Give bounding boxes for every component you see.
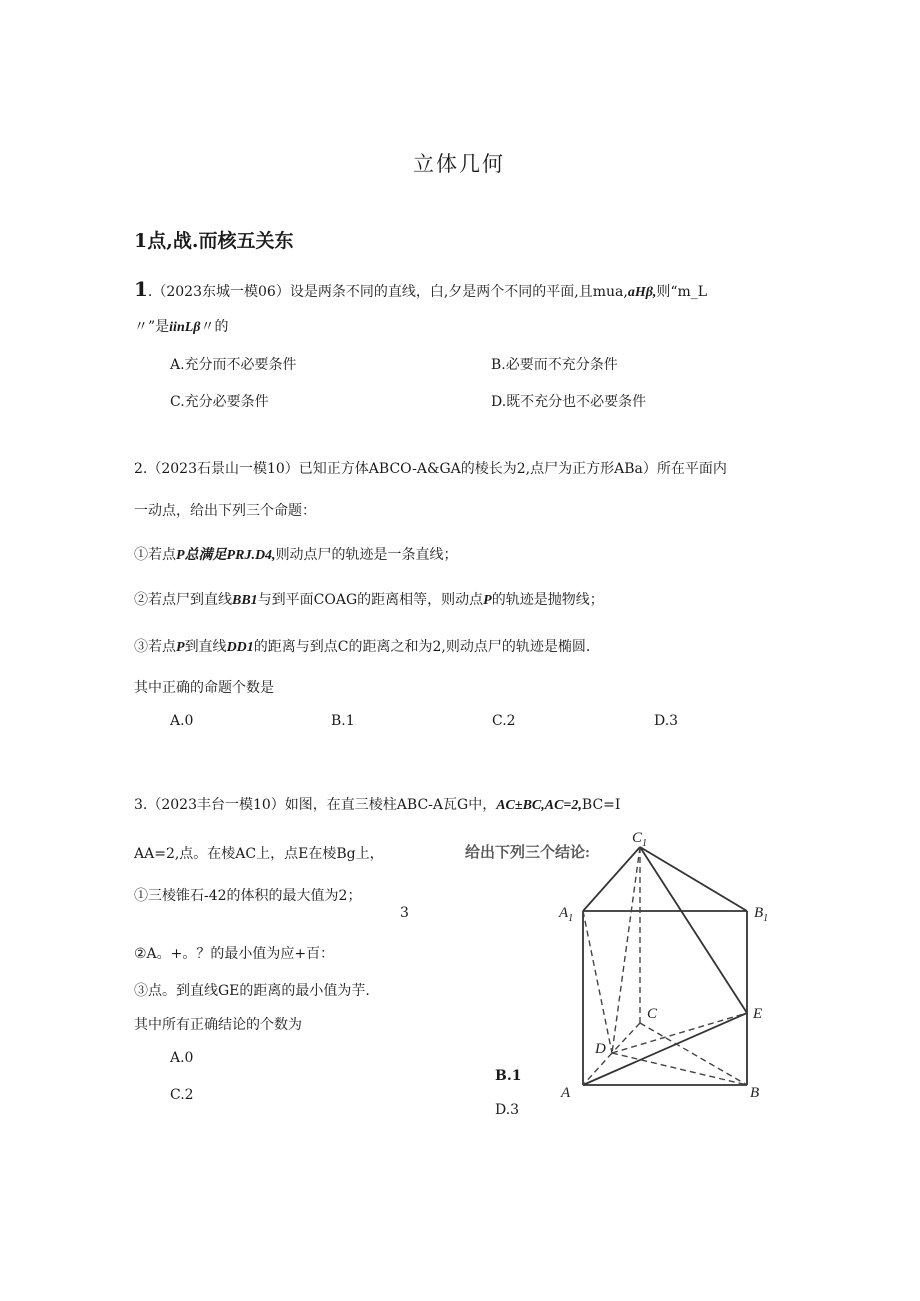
q2-option-b: B.1 <box>331 713 355 729</box>
q1-text-c: 〃”是 <box>134 319 170 335</box>
q2-p1-text: ①若点 <box>134 547 176 563</box>
q2-p2-text-c: 的轨迹是抛物线； <box>491 592 604 608</box>
prism-solid-edges <box>583 847 747 1085</box>
section-number: 1 <box>134 230 148 252</box>
edge-a1-c1 <box>583 847 640 911</box>
q1-number: 1 <box>134 277 148 301</box>
page-title: 立体几何 <box>413 152 505 176</box>
q3-line1 <box>134 794 620 814</box>
q2-p3-text-b: 到直线 <box>184 639 227 655</box>
section-heading <box>134 226 293 253</box>
figure-caption: 给出下列三个结论: <box>465 845 590 861</box>
q2-proposition-1 <box>134 544 458 564</box>
q2-p2-math: BB1 <box>232 593 258 608</box>
prism-figure <box>455 820 790 1110</box>
q2-line1: 2.（2023石景山一模10）已知正方体ABCO-A&GA的棱长为2,点尸为正方形ABa）所在平面内 <box>134 461 727 477</box>
q1-text-b: 则“m_L <box>656 284 708 300</box>
q2-p1-math: P总满足PRJ.D4, <box>176 548 276 563</box>
label-e: E <box>753 1006 763 1022</box>
q3-stray-digit: 3 <box>400 905 409 921</box>
q3-question: 其中所有正确结论的个数为 <box>134 1017 302 1033</box>
q3-text-b: BC=I <box>581 797 621 813</box>
edge-c1-b1 <box>640 847 747 911</box>
q3-option-b: B.1 <box>495 1068 522 1084</box>
q1-text-d: 〃的 <box>200 319 229 335</box>
label-d: D <box>595 1041 606 1057</box>
label-c1: $C_1$ <box>632 830 648 849</box>
edge-d-e <box>612 1013 747 1053</box>
label-c: C <box>647 1006 658 1022</box>
edge-a1-d <box>583 911 612 1053</box>
q2-p3-text: ③若点 <box>134 639 176 655</box>
q3-option-a: A.0 <box>170 1050 194 1066</box>
q3-option-d: D.3 <box>495 1102 520 1118</box>
q2-p2-math-b: P <box>483 593 492 608</box>
q2-line2: 一动点，给出下列三个命题： <box>134 503 316 519</box>
q1-option-d: D.既不充分也不必要条件 <box>491 394 647 410</box>
q2-option-d: D.3 <box>654 713 679 729</box>
q1-option-c: C.充分必要条件 <box>170 394 269 410</box>
q2-p3-text-c: 的距离与到点C的距离之和为2,则动点尸的轨迹是椭圆. <box>253 639 591 655</box>
q2-p1-text-b: 则动点尸的轨迹是一条直线； <box>275 547 458 563</box>
edge-c1-e <box>640 847 747 1013</box>
edge-c1-d <box>612 847 640 1053</box>
edge-c-b <box>640 1023 747 1085</box>
q2-option-c: C.2 <box>492 713 516 729</box>
q2-p3-math-b: DD1 <box>226 640 254 655</box>
q1-option-a: A.充分而不必要条件 <box>170 357 297 373</box>
q3-conclusion-1: ①三棱锥石-42的体积的最大值为2； <box>134 888 362 904</box>
q2-proposition-3 <box>134 636 590 656</box>
edge-a-e <box>583 1013 747 1085</box>
q3-conclusion-3: ③点。到直线GE的距离的最小值为芋. <box>134 983 370 999</box>
q3-text-a: 3.（2023丰台一模10）如图，在直三棱柱ABC-A瓦G中， <box>134 797 497 813</box>
q3-option-c: C.2 <box>170 1087 194 1103</box>
q3-conclusion-2: ②A。+。？的最小值为应+百： <box>134 946 335 962</box>
q2-p2-text: ②若点尸到直线 <box>134 592 232 608</box>
label-a: A <box>561 1085 571 1101</box>
q3-math: AC±BC,AC=2, <box>496 798 582 813</box>
vertex-labels <box>558 830 768 1101</box>
q2-question: 其中正确的命题个数是 <box>134 680 274 696</box>
q1-option-b: B.必要而不充分条件 <box>491 357 618 373</box>
section-title: 点,战.而核五关东 <box>147 230 294 252</box>
label-b1: $B_1$ <box>754 905 769 924</box>
q1-text-a: .（2023东城一模06）设是两条不同的直线，白,夕是两个不同的平面,且mua, <box>147 284 628 300</box>
q2-p2-text-b: 与到平面COAG的距离相等，则动点 <box>257 592 484 608</box>
edge-d-b <box>612 1053 747 1085</box>
q1-math-a: aHβ, <box>627 285 657 300</box>
q2-option-a: A.0 <box>170 713 194 729</box>
q1-line2 <box>134 316 228 336</box>
label-a1: $A_1$ <box>559 905 574 924</box>
q1-line1 <box>134 277 707 301</box>
q2-proposition-2 <box>134 589 604 609</box>
label-b: B <box>750 1085 760 1101</box>
q2-p3-math: P <box>176 640 185 655</box>
q1-math-b: iinLβ <box>169 320 201 335</box>
edge-d-a <box>583 1053 612 1085</box>
q3-line2: AA=2,点。在棱AC上，点E在棱Bg上， <box>134 846 384 862</box>
